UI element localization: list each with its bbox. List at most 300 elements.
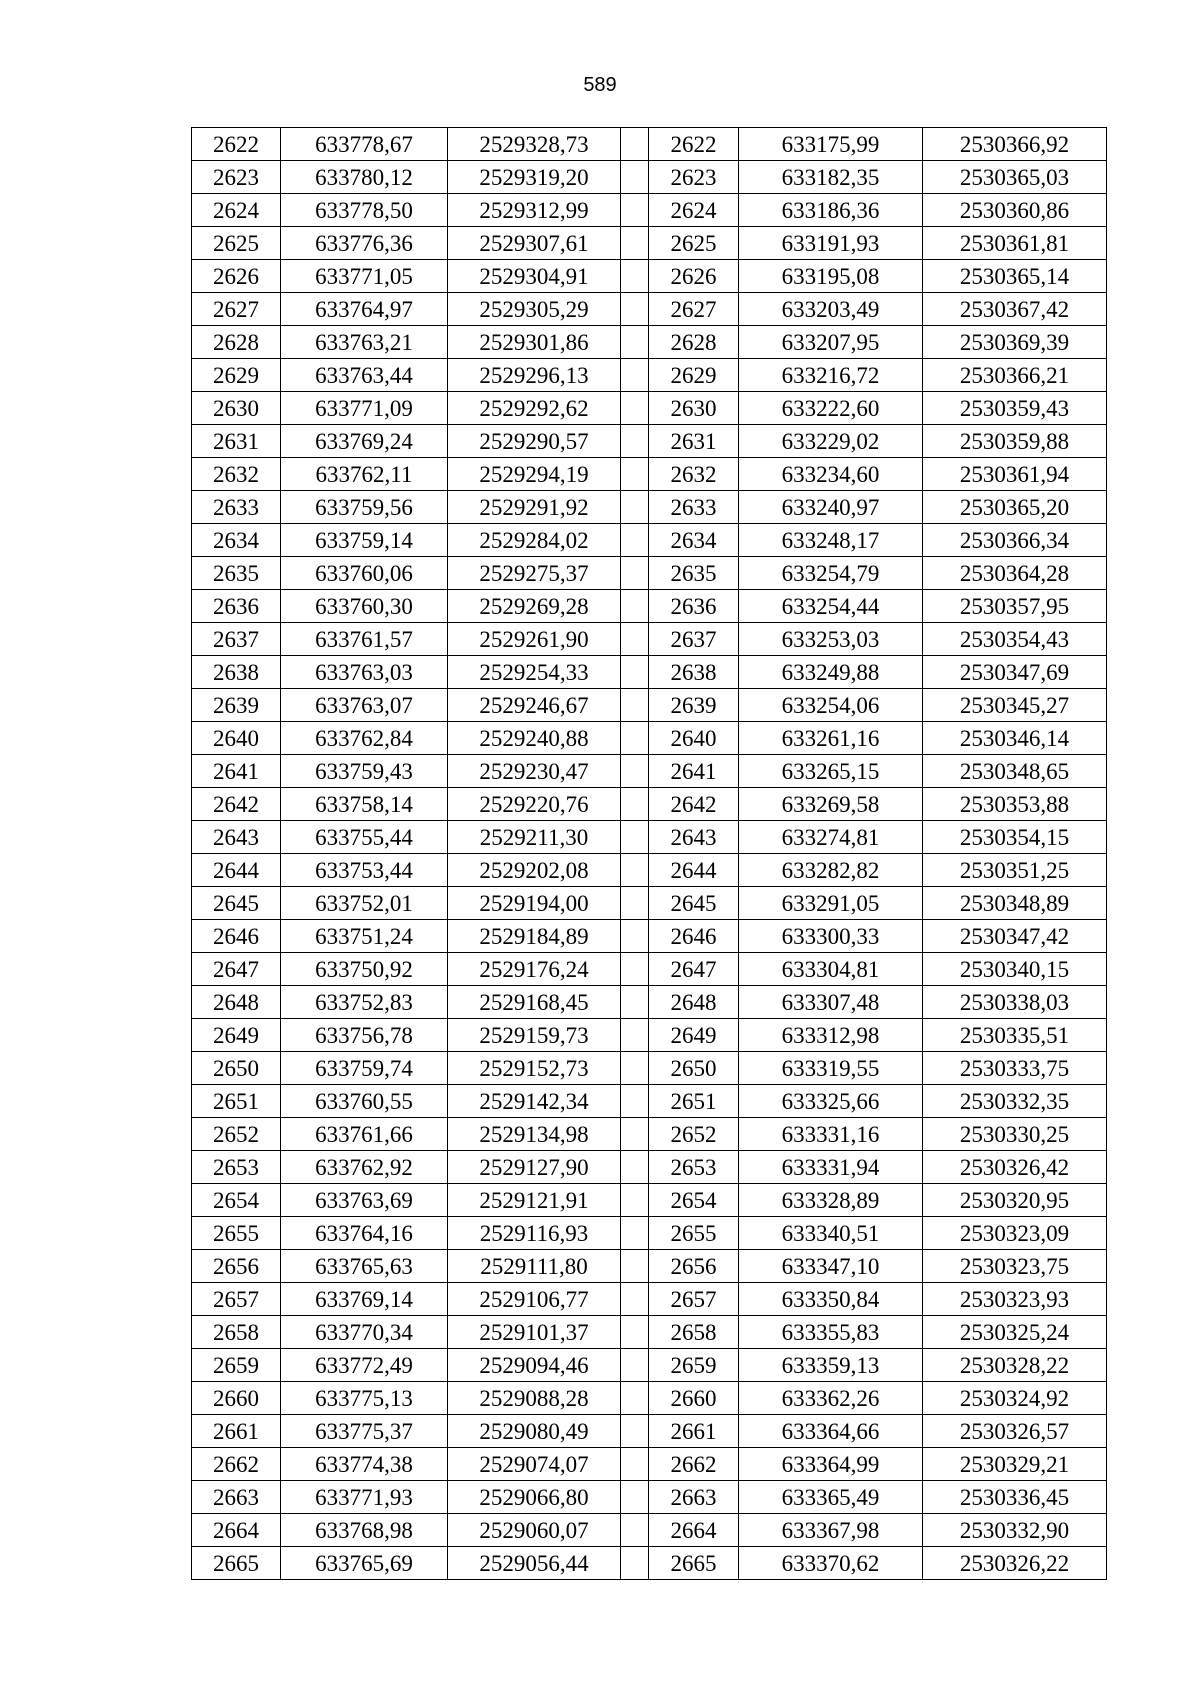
spacer-cell: [621, 755, 649, 788]
spacer-cell: [621, 887, 649, 920]
table-row: [192, 458, 1107, 491]
point-number-cell: 2665: [649, 1547, 739, 1580]
x-coordinate-cell: 633762,84: [281, 722, 448, 755]
y-coordinate-cell: 2529328,73: [448, 128, 621, 161]
table-row: [192, 656, 1107, 689]
x-coordinate-cell: 633769,24: [281, 425, 448, 458]
x-coordinate-cell: 633771,93: [281, 1481, 448, 1514]
x-coordinate-cell: 633229,02: [739, 425, 923, 458]
x-coordinate-cell: 633752,01: [281, 887, 448, 920]
point-number-cell: 2645: [192, 887, 281, 920]
x-coordinate-cell: 633340,51: [739, 1217, 923, 1250]
x-coordinate-cell: 633254,06: [739, 689, 923, 722]
x-coordinate-cell: 633763,21: [281, 326, 448, 359]
y-coordinate-cell: 2529294,19: [448, 458, 621, 491]
point-number-cell: 2631: [649, 425, 739, 458]
point-number-cell: 2636: [192, 590, 281, 623]
point-number-cell: 2665: [192, 1547, 281, 1580]
y-coordinate-cell: 2530330,25: [923, 1118, 1107, 1151]
y-coordinate-cell: 2529290,57: [448, 425, 621, 458]
x-coordinate-cell: 633347,10: [739, 1250, 923, 1283]
coordinates-table-body: [192, 128, 1107, 1580]
y-coordinate-cell: 2530366,92: [923, 128, 1107, 161]
point-number-cell: 2623: [192, 161, 281, 194]
table-row: [192, 1250, 1107, 1283]
y-coordinate-cell: 2530353,88: [923, 788, 1107, 821]
x-coordinate-cell: 633300,33: [739, 920, 923, 953]
point-number-cell: 2634: [649, 524, 739, 557]
spacer-cell: [621, 1085, 649, 1118]
y-coordinate-cell: 2529305,29: [448, 293, 621, 326]
point-number-cell: 2657: [649, 1283, 739, 1316]
point-number-cell: 2630: [192, 392, 281, 425]
point-number-cell: 2626: [649, 260, 739, 293]
y-coordinate-cell: 2529142,34: [448, 1085, 621, 1118]
x-coordinate-cell: 633775,37: [281, 1415, 448, 1448]
x-coordinate-cell: 633760,06: [281, 557, 448, 590]
spacer-cell: [621, 722, 649, 755]
point-number-cell: 2654: [192, 1184, 281, 1217]
point-number-cell: 2661: [192, 1415, 281, 1448]
y-coordinate-cell: 2529134,98: [448, 1118, 621, 1151]
x-coordinate-cell: 633319,55: [739, 1052, 923, 1085]
x-coordinate-cell: 633307,48: [739, 986, 923, 1019]
y-coordinate-cell: 2530366,34: [923, 524, 1107, 557]
x-coordinate-cell: 633234,60: [739, 458, 923, 491]
x-coordinate-cell: 633365,49: [739, 1481, 923, 1514]
table-row: [192, 425, 1107, 458]
x-coordinate-cell: 633304,81: [739, 953, 923, 986]
point-number-cell: 2638: [192, 656, 281, 689]
table-row: [192, 689, 1107, 722]
spacer-cell: [621, 1184, 649, 1217]
point-number-cell: 2641: [192, 755, 281, 788]
point-number-cell: 2655: [649, 1217, 739, 1250]
point-number-cell: 2623: [649, 161, 739, 194]
y-coordinate-cell: 2529246,67: [448, 689, 621, 722]
y-coordinate-cell: 2529121,91: [448, 1184, 621, 1217]
x-coordinate-cell: 633763,03: [281, 656, 448, 689]
x-coordinate-cell: 633186,36: [739, 194, 923, 227]
y-coordinate-cell: 2529194,00: [448, 887, 621, 920]
point-number-cell: 2660: [649, 1382, 739, 1415]
x-coordinate-cell: 633182,35: [739, 161, 923, 194]
spacer-cell: [621, 1415, 649, 1448]
point-number-cell: 2644: [649, 854, 739, 887]
y-coordinate-cell: 2529275,37: [448, 557, 621, 590]
x-coordinate-cell: 633778,67: [281, 128, 448, 161]
table-row: [192, 161, 1107, 194]
y-coordinate-cell: 2529111,80: [448, 1250, 621, 1283]
table-row: [192, 1052, 1107, 1085]
y-coordinate-cell: 2529261,90: [448, 623, 621, 656]
spacer-cell: [621, 491, 649, 524]
y-coordinate-cell: 2530326,57: [923, 1415, 1107, 1448]
point-number-cell: 2625: [192, 227, 281, 260]
y-coordinate-cell: 2529301,86: [448, 326, 621, 359]
point-number-cell: 2630: [649, 392, 739, 425]
table-row: [192, 821, 1107, 854]
y-coordinate-cell: 2529291,92: [448, 491, 621, 524]
table-row: [192, 1415, 1107, 1448]
point-number-cell: 2651: [192, 1085, 281, 1118]
point-number-cell: 2649: [649, 1019, 739, 1052]
y-coordinate-cell: 2530325,24: [923, 1316, 1107, 1349]
table-row: [192, 623, 1107, 656]
spacer-cell: [621, 1118, 649, 1151]
spacer-cell: [621, 656, 649, 689]
spacer-cell: [621, 689, 649, 722]
y-coordinate-cell: 2530367,42: [923, 293, 1107, 326]
spacer-cell: [621, 1019, 649, 1052]
point-number-cell: 2647: [649, 953, 739, 986]
y-coordinate-cell: 2530336,45: [923, 1481, 1107, 1514]
spacer-cell: [621, 1316, 649, 1349]
table-row: [192, 1184, 1107, 1217]
x-coordinate-cell: 633759,74: [281, 1052, 448, 1085]
point-number-cell: 2664: [192, 1514, 281, 1547]
x-coordinate-cell: 633195,08: [739, 260, 923, 293]
x-coordinate-cell: 633764,16: [281, 1217, 448, 1250]
spacer-cell: [621, 524, 649, 557]
spacer-cell: [621, 425, 649, 458]
y-coordinate-cell: 2530369,39: [923, 326, 1107, 359]
y-coordinate-cell: 2530365,20: [923, 491, 1107, 524]
x-coordinate-cell: 633203,49: [739, 293, 923, 326]
table-row: [192, 392, 1107, 425]
point-number-cell: 2663: [192, 1481, 281, 1514]
y-coordinate-cell: 2530335,51: [923, 1019, 1107, 1052]
table-row: [192, 227, 1107, 260]
x-coordinate-cell: 633249,88: [739, 656, 923, 689]
x-coordinate-cell: 633772,49: [281, 1349, 448, 1382]
x-coordinate-cell: 633778,50: [281, 194, 448, 227]
table-row: [192, 755, 1107, 788]
spacer-cell: [621, 788, 649, 821]
table-row: [192, 1085, 1107, 1118]
y-coordinate-cell: 2529292,62: [448, 392, 621, 425]
y-coordinate-cell: 2530351,25: [923, 854, 1107, 887]
y-coordinate-cell: 2529159,73: [448, 1019, 621, 1052]
point-number-cell: 2635: [192, 557, 281, 590]
x-coordinate-cell: 633759,56: [281, 491, 448, 524]
point-number-cell: 2625: [649, 227, 739, 260]
x-coordinate-cell: 633759,43: [281, 755, 448, 788]
spacer-cell: [621, 194, 649, 227]
y-coordinate-cell: 2529088,28: [448, 1382, 621, 1415]
spacer-cell: [621, 128, 649, 161]
table-row: [192, 920, 1107, 953]
point-number-cell: 2622: [192, 128, 281, 161]
table-row: [192, 326, 1107, 359]
x-coordinate-cell: 633762,92: [281, 1151, 448, 1184]
x-coordinate-cell: 633750,92: [281, 953, 448, 986]
x-coordinate-cell: 633765,63: [281, 1250, 448, 1283]
x-coordinate-cell: 633364,66: [739, 1415, 923, 1448]
point-number-cell: 2626: [192, 260, 281, 293]
point-number-cell: 2653: [649, 1151, 739, 1184]
point-number-cell: 2659: [649, 1349, 739, 1382]
x-coordinate-cell: 633771,09: [281, 392, 448, 425]
y-coordinate-cell: 2530359,43: [923, 392, 1107, 425]
point-number-cell: 2638: [649, 656, 739, 689]
x-coordinate-cell: 633763,44: [281, 359, 448, 392]
x-coordinate-cell: 633769,14: [281, 1283, 448, 1316]
point-number-cell: 2662: [192, 1448, 281, 1481]
x-coordinate-cell: 633759,14: [281, 524, 448, 557]
spacer-cell: [621, 1448, 649, 1481]
x-coordinate-cell: 633325,66: [739, 1085, 923, 1118]
x-coordinate-cell: 633359,13: [739, 1349, 923, 1382]
point-number-cell: 2632: [649, 458, 739, 491]
table-row: [192, 1316, 1107, 1349]
y-coordinate-cell: 2530366,21: [923, 359, 1107, 392]
y-coordinate-cell: 2530347,69: [923, 656, 1107, 689]
spacer-cell: [621, 1250, 649, 1283]
spacer-cell: [621, 326, 649, 359]
x-coordinate-cell: 633760,30: [281, 590, 448, 623]
point-number-cell: 2646: [649, 920, 739, 953]
y-coordinate-cell: 2529312,99: [448, 194, 621, 227]
y-coordinate-cell: 2529307,61: [448, 227, 621, 260]
x-coordinate-cell: 633765,69: [281, 1547, 448, 1580]
table-row: [192, 953, 1107, 986]
x-coordinate-cell: 633269,58: [739, 788, 923, 821]
y-coordinate-cell: 2529230,47: [448, 755, 621, 788]
y-coordinate-cell: 2529211,30: [448, 821, 621, 854]
spacer-cell: [621, 986, 649, 1019]
point-number-cell: 2634: [192, 524, 281, 557]
y-coordinate-cell: 2530354,43: [923, 623, 1107, 656]
y-coordinate-cell: 2529202,08: [448, 854, 621, 887]
table-row: [192, 1382, 1107, 1415]
point-number-cell: 2633: [649, 491, 739, 524]
y-coordinate-cell: 2529304,91: [448, 260, 621, 293]
point-number-cell: 2624: [192, 194, 281, 227]
y-coordinate-cell: 2530354,15: [923, 821, 1107, 854]
spacer-cell: [621, 1547, 649, 1580]
point-number-cell: 2664: [649, 1514, 739, 1547]
y-coordinate-cell: 2529106,77: [448, 1283, 621, 1316]
x-coordinate-cell: 633751,24: [281, 920, 448, 953]
y-coordinate-cell: 2529056,44: [448, 1547, 621, 1580]
x-coordinate-cell: 633761,57: [281, 623, 448, 656]
table-row: [192, 722, 1107, 755]
point-number-cell: 2649: [192, 1019, 281, 1052]
table-row: [192, 854, 1107, 887]
spacer-cell: [621, 359, 649, 392]
spacer-cell: [621, 1349, 649, 1382]
y-coordinate-cell: 2530364,28: [923, 557, 1107, 590]
x-coordinate-cell: 633291,05: [739, 887, 923, 920]
y-coordinate-cell: 2530359,88: [923, 425, 1107, 458]
y-coordinate-cell: 2529240,88: [448, 722, 621, 755]
point-number-cell: 2637: [649, 623, 739, 656]
table-row: [192, 986, 1107, 1019]
point-number-cell: 2637: [192, 623, 281, 656]
point-number-cell: 2647: [192, 953, 281, 986]
coordinates-table: [191, 127, 1107, 1580]
y-coordinate-cell: 2530348,89: [923, 887, 1107, 920]
y-coordinate-cell: 2529220,76: [448, 788, 621, 821]
point-number-cell: 2658: [649, 1316, 739, 1349]
x-coordinate-cell: 633758,14: [281, 788, 448, 821]
table-row: [192, 293, 1107, 326]
x-coordinate-cell: 633222,60: [739, 392, 923, 425]
x-coordinate-cell: 633248,17: [739, 524, 923, 557]
point-number-cell: 2650: [649, 1052, 739, 1085]
point-number-cell: 2643: [649, 821, 739, 854]
y-coordinate-cell: 2530323,75: [923, 1250, 1107, 1283]
y-coordinate-cell: 2529284,02: [448, 524, 621, 557]
table-row: [192, 1349, 1107, 1382]
point-number-cell: 2639: [192, 689, 281, 722]
table-row: [192, 887, 1107, 920]
table-row: [192, 359, 1107, 392]
point-number-cell: 2646: [192, 920, 281, 953]
x-coordinate-cell: 633770,34: [281, 1316, 448, 1349]
point-number-cell: 2636: [649, 590, 739, 623]
x-coordinate-cell: 633763,69: [281, 1184, 448, 1217]
point-number-cell: 2641: [649, 755, 739, 788]
spacer-cell: [621, 1481, 649, 1514]
spacer-cell: [621, 1217, 649, 1250]
point-number-cell: 2628: [192, 326, 281, 359]
y-coordinate-cell: 2529152,73: [448, 1052, 621, 1085]
x-coordinate-cell: 633771,05: [281, 260, 448, 293]
point-number-cell: 2648: [192, 986, 281, 1019]
table-row: [192, 788, 1107, 821]
x-coordinate-cell: 633774,38: [281, 1448, 448, 1481]
spacer-cell: [621, 1382, 649, 1415]
x-coordinate-cell: 633175,99: [739, 128, 923, 161]
x-coordinate-cell: 633775,13: [281, 1382, 448, 1415]
x-coordinate-cell: 633312,98: [739, 1019, 923, 1052]
spacer-cell: [621, 821, 649, 854]
y-coordinate-cell: 2529296,13: [448, 359, 621, 392]
y-coordinate-cell: 2530329,21: [923, 1448, 1107, 1481]
y-coordinate-cell: 2530340,15: [923, 953, 1107, 986]
y-coordinate-cell: 2530360,86: [923, 194, 1107, 227]
point-number-cell: 2657: [192, 1283, 281, 1316]
y-coordinate-cell: 2530347,42: [923, 920, 1107, 953]
point-number-cell: 2629: [192, 359, 281, 392]
x-coordinate-cell: 633370,62: [739, 1547, 923, 1580]
x-coordinate-cell: 633350,84: [739, 1283, 923, 1316]
x-coordinate-cell: 633191,93: [739, 227, 923, 260]
table-row: [192, 1283, 1107, 1316]
y-coordinate-cell: 2530365,03: [923, 161, 1107, 194]
x-coordinate-cell: 633254,44: [739, 590, 923, 623]
spacer-cell: [621, 623, 649, 656]
x-coordinate-cell: 633776,36: [281, 227, 448, 260]
point-number-cell: 2655: [192, 1217, 281, 1250]
y-coordinate-cell: 2529127,90: [448, 1151, 621, 1184]
y-coordinate-cell: 2530345,27: [923, 689, 1107, 722]
point-number-cell: 2645: [649, 887, 739, 920]
point-number-cell: 2642: [649, 788, 739, 821]
page-number: 589: [583, 74, 617, 96]
point-number-cell: 2627: [649, 293, 739, 326]
spacer-cell: [621, 557, 649, 590]
spacer-cell: [621, 458, 649, 491]
y-coordinate-cell: 2530326,42: [923, 1151, 1107, 1184]
y-coordinate-cell: 2529074,07: [448, 1448, 621, 1481]
y-coordinate-cell: 2530346,14: [923, 722, 1107, 755]
point-number-cell: 2656: [192, 1250, 281, 1283]
y-coordinate-cell: 2530328,22: [923, 1349, 1107, 1382]
spacer-cell: [621, 854, 649, 887]
spacer-cell: [621, 161, 649, 194]
spacer-cell: [621, 392, 649, 425]
point-number-cell: 2632: [192, 458, 281, 491]
y-coordinate-cell: 2529094,46: [448, 1349, 621, 1382]
point-number-cell: 2652: [649, 1118, 739, 1151]
y-coordinate-cell: 2529168,45: [448, 986, 621, 1019]
y-coordinate-cell: 2530326,22: [923, 1547, 1107, 1580]
spacer-cell: [621, 920, 649, 953]
y-coordinate-cell: 2529101,37: [448, 1316, 621, 1349]
point-number-cell: 2635: [649, 557, 739, 590]
y-coordinate-cell: 2529269,28: [448, 590, 621, 623]
spacer-cell: [621, 293, 649, 326]
x-coordinate-cell: 633328,89: [739, 1184, 923, 1217]
x-coordinate-cell: 633763,07: [281, 689, 448, 722]
table-row: [192, 557, 1107, 590]
x-coordinate-cell: 633752,83: [281, 986, 448, 1019]
point-number-cell: 2631: [192, 425, 281, 458]
spacer-cell: [621, 227, 649, 260]
spacer-cell: [621, 590, 649, 623]
y-coordinate-cell: 2530332,90: [923, 1514, 1107, 1547]
table-row: [192, 1481, 1107, 1514]
x-coordinate-cell: 633331,16: [739, 1118, 923, 1151]
y-coordinate-cell: 2530332,35: [923, 1085, 1107, 1118]
point-number-cell: 2640: [192, 722, 281, 755]
table-row: [192, 590, 1107, 623]
point-number-cell: 2652: [192, 1118, 281, 1151]
x-coordinate-cell: 633755,44: [281, 821, 448, 854]
point-number-cell: 2639: [649, 689, 739, 722]
y-coordinate-cell: 2530348,65: [923, 755, 1107, 788]
y-coordinate-cell: 2529176,24: [448, 953, 621, 986]
x-coordinate-cell: 633240,97: [739, 491, 923, 524]
point-number-cell: 2643: [192, 821, 281, 854]
table-row: [192, 1217, 1107, 1250]
table-row: [192, 491, 1107, 524]
table-row: [192, 194, 1107, 227]
x-coordinate-cell: 633282,82: [739, 854, 923, 887]
point-number-cell: 2627: [192, 293, 281, 326]
y-coordinate-cell: 2530361,94: [923, 458, 1107, 491]
x-coordinate-cell: 633768,98: [281, 1514, 448, 1547]
spacer-cell: [621, 1052, 649, 1085]
spacer-cell: [621, 953, 649, 986]
x-coordinate-cell: 633364,99: [739, 1448, 923, 1481]
y-coordinate-cell: 2529116,93: [448, 1217, 621, 1250]
point-number-cell: 2651: [649, 1085, 739, 1118]
x-coordinate-cell: 633761,66: [281, 1118, 448, 1151]
point-number-cell: 2642: [192, 788, 281, 821]
table-row: [192, 1019, 1107, 1052]
point-number-cell: 2661: [649, 1415, 739, 1448]
y-coordinate-cell: 2530320,95: [923, 1184, 1107, 1217]
x-coordinate-cell: 633207,95: [739, 326, 923, 359]
y-coordinate-cell: 2530365,14: [923, 260, 1107, 293]
x-coordinate-cell: 633274,81: [739, 821, 923, 854]
y-coordinate-cell: 2530323,09: [923, 1217, 1107, 1250]
x-coordinate-cell: 633216,72: [739, 359, 923, 392]
